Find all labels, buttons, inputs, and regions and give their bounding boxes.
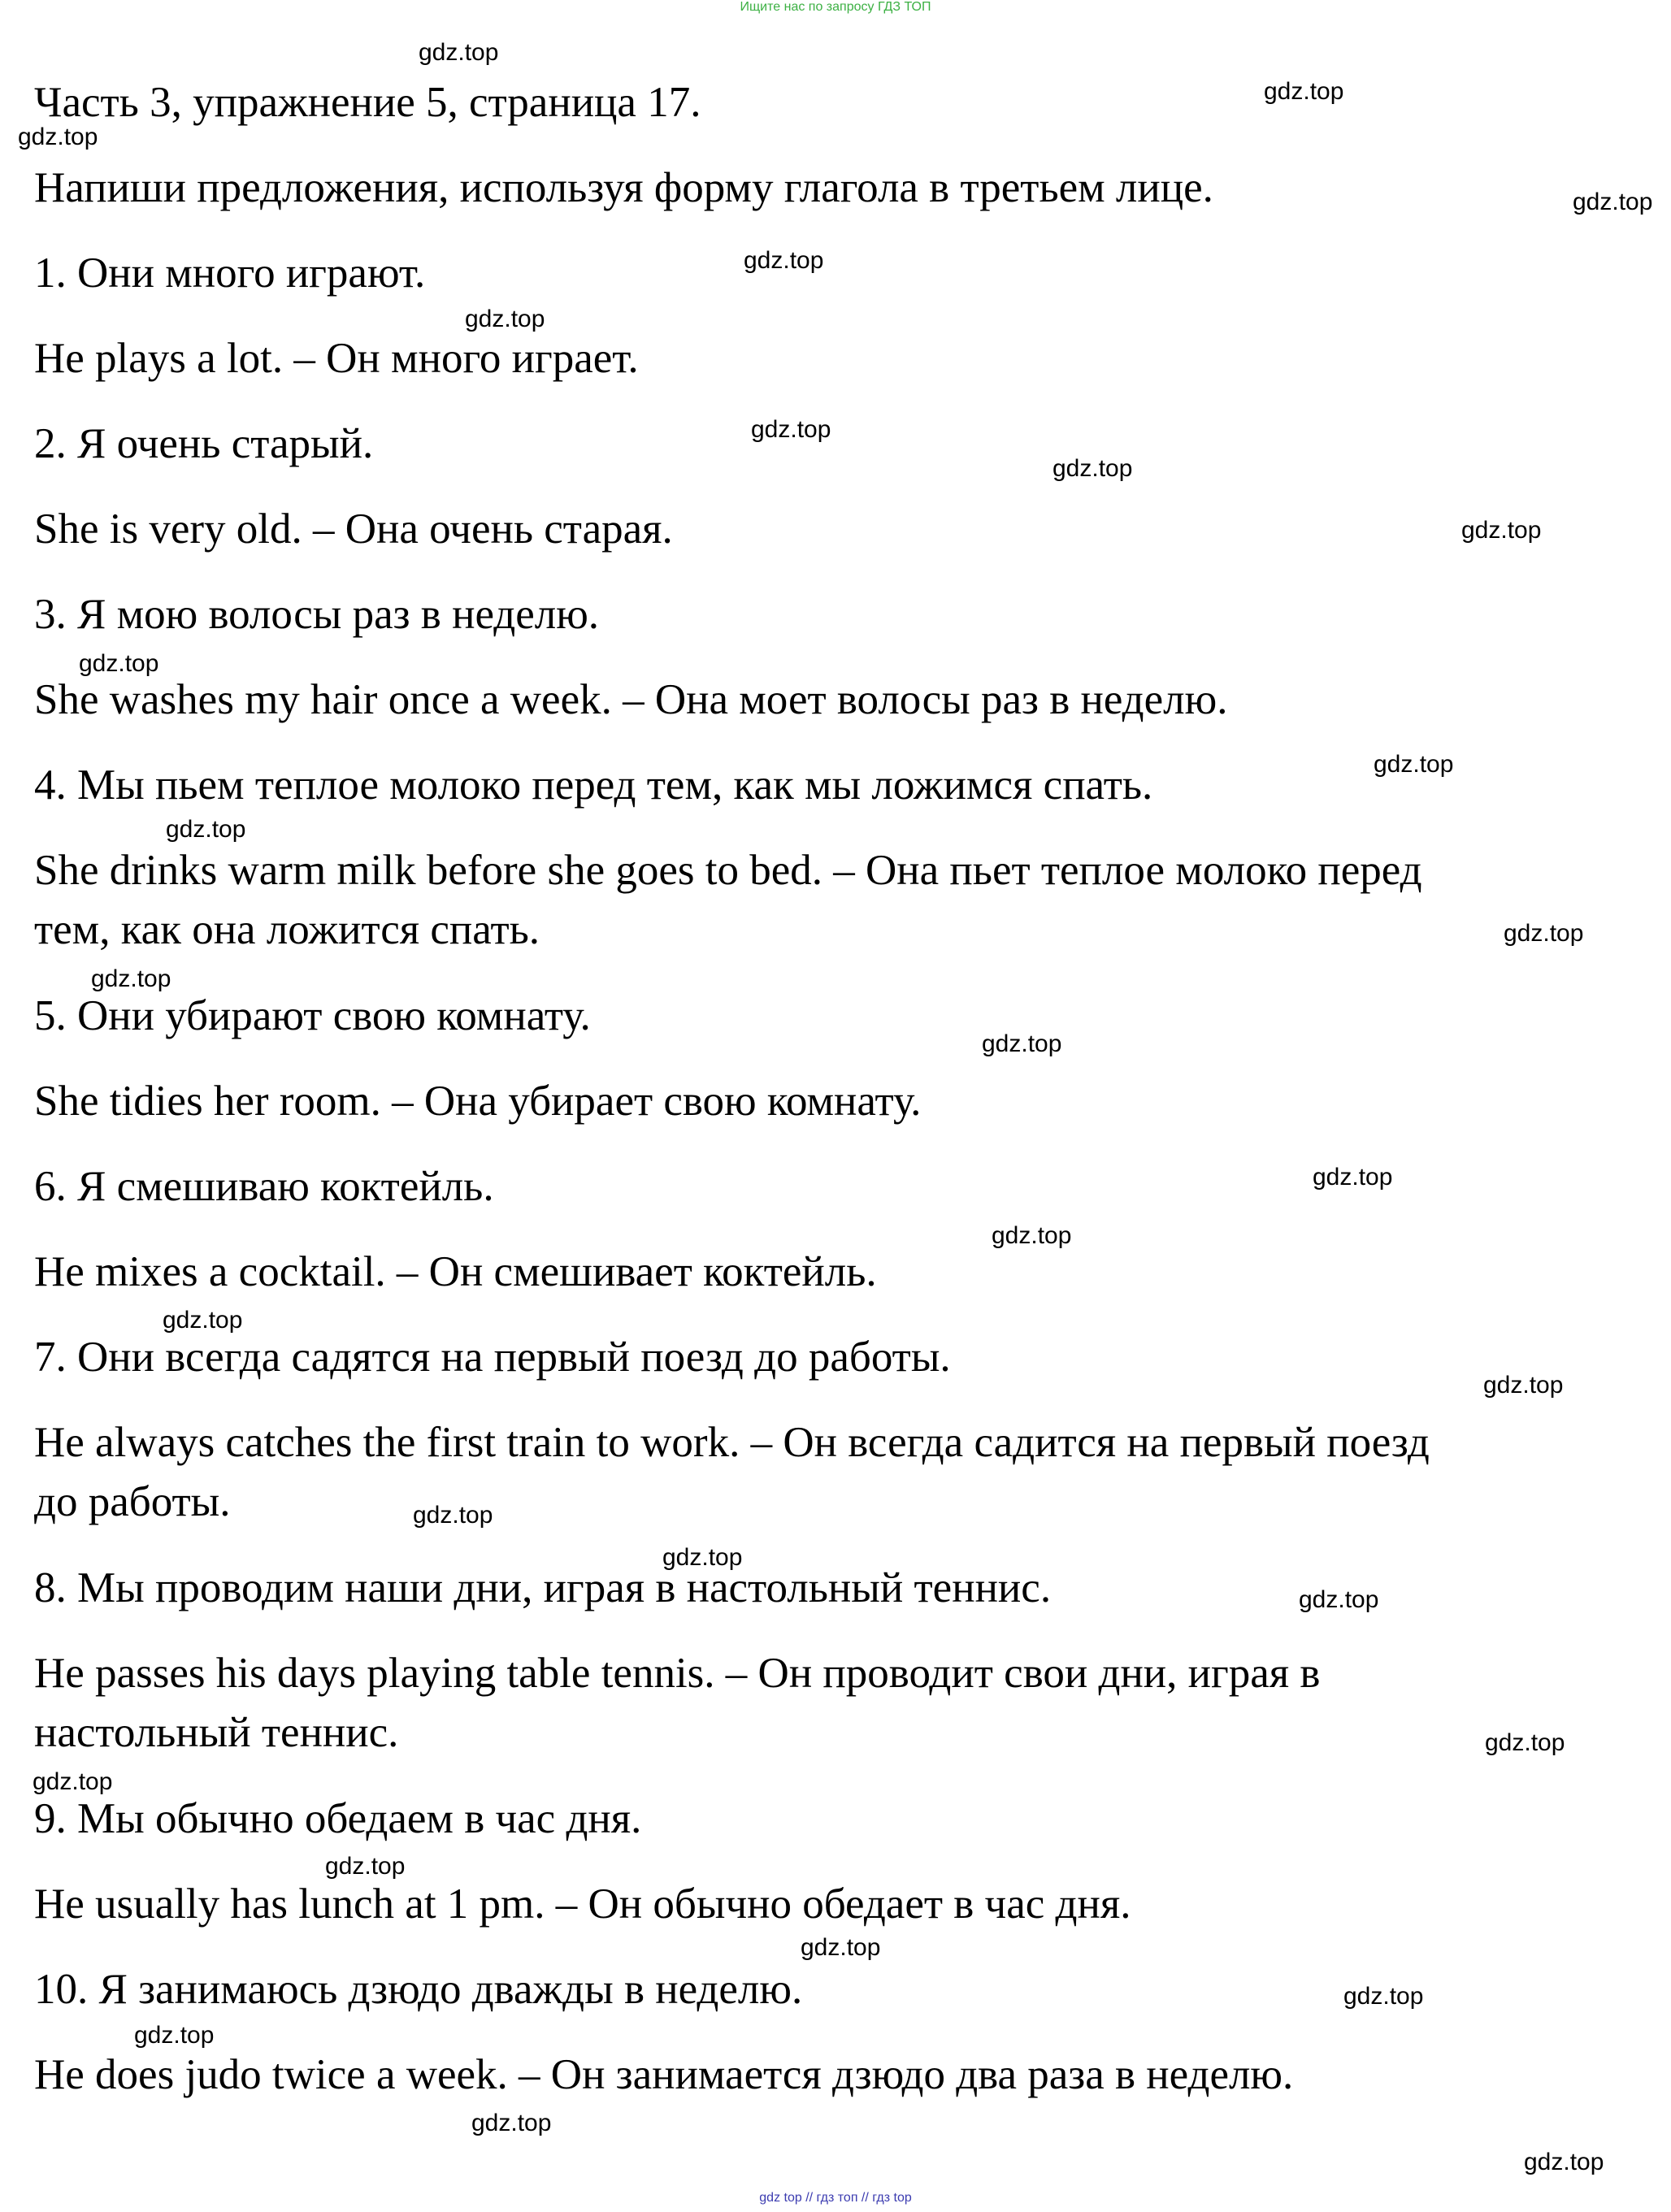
watermark: gdz.top (1343, 1983, 1424, 2010)
line-2-ru: 2. Я очень старый. (34, 420, 374, 467)
watermark: gdz.top (1313, 1164, 1393, 1191)
watermark: gdz.top (1053, 455, 1133, 482)
exercise-instruction: Напиши предложения, используя форму глагола в третьем лице. (34, 164, 1213, 211)
watermark: gdz.top (79, 650, 159, 677)
line-7-en-cont: до работы. (34, 1478, 231, 1525)
footer-links: gdz top // гдз топ // гдз top (759, 2191, 912, 2205)
line-10-ru: 10. Я занимаюсь дзюдо дважды в неделю. (34, 1966, 803, 2013)
watermark: gdz.top (325, 1853, 406, 1880)
line-2-en: She is very old. – Она очень старая. (34, 505, 673, 553)
top-banner: Ищите нас по запросу ГДЗ ТОП (740, 0, 931, 14)
line-7-en: He always catches the first train to work. – Он всегда садится на первый поезд (34, 1419, 1430, 1466)
line-8-en-cont: настольный теннис. (34, 1709, 399, 1756)
watermark: gdz.top (1264, 78, 1344, 105)
watermark: gdz.top (166, 816, 246, 843)
exercise-heading: Часть 3, упражнение 5, страница 17. (34, 79, 701, 126)
line-10-en: He does judo twice a week. – Он занимается дзюдо два раза в неделю. (34, 2051, 1294, 2098)
watermark: gdz.top (419, 39, 499, 66)
line-8-en: He passes his days playing table tennis. – Он проводит свои дни, играя в (34, 1650, 1321, 1697)
line-5-ru: 5. Они убирают свою комнату. (34, 992, 591, 1039)
line-1-en: He plays a lot. – Он много играет. (34, 335, 639, 382)
line-4-en-cont: тем, как она ложится спать. (34, 906, 540, 953)
watermark: gdz.top (1524, 2149, 1604, 2175)
watermark: gdz.top (18, 124, 98, 150)
watermark: gdz.top (751, 416, 831, 443)
watermark: gdz.top (801, 1934, 881, 1961)
line-3-en: She washes my hair once a week. – Она моет волосы раз в неделю. (34, 676, 1228, 723)
watermark: gdz.top (1485, 1729, 1565, 1756)
watermark: gdz.top (1573, 189, 1653, 215)
watermark: gdz.top (1504, 920, 1584, 947)
line-8-ru: 8. Мы проводим наши дни, играя в настольный теннис. (34, 1564, 1052, 1611)
watermark: gdz.top (1461, 517, 1542, 544)
line-3-ru: 3. Я мою волосы раз в неделю. (34, 591, 600, 638)
watermark: gdz.top (91, 965, 171, 992)
watermark: gdz.top (744, 247, 824, 274)
line-1-ru: 1. Они много играют. (34, 249, 426, 297)
line-4-ru: 4. Мы пьем теплое молоко перед тем, как мы ложимся спать. (34, 761, 1153, 809)
watermark: gdz.top (1299, 1586, 1379, 1613)
watermark: gdz.top (413, 1502, 493, 1529)
watermark: gdz.top (33, 1768, 113, 1795)
watermark: gdz.top (471, 2110, 552, 2136)
line-6-en: He mixes a cocktail. – Он смешивает коктейль. (34, 1248, 877, 1295)
watermark: gdz.top (662, 1544, 743, 1571)
line-7-ru: 7. Они всегда садятся на первый поезд до работы. (34, 1334, 951, 1381)
line-4-en: She drinks warm milk before she goes to bed. – Она пьет теплое молоко перед (34, 847, 1422, 894)
watermark: gdz.top (1374, 751, 1454, 778)
line-9-ru: 9. Мы обычно обедаем в час дня. (34, 1795, 642, 1842)
watermark: gdz.top (465, 306, 545, 332)
watermark: gdz.top (163, 1307, 243, 1334)
watermark: gdz.top (992, 1222, 1072, 1249)
line-9-en: He usually has lunch at 1 pm. – Он обычно обедает в час дня. (34, 1880, 1131, 1928)
watermark: gdz.top (134, 2022, 215, 2049)
watermark: gdz.top (982, 1030, 1062, 1057)
line-6-ru: 6. Я смешиваю коктейль. (34, 1163, 494, 1210)
line-5-en: She tidies her room. – Она убирает свою комнату. (34, 1078, 922, 1125)
watermark: gdz.top (1483, 1372, 1564, 1399)
